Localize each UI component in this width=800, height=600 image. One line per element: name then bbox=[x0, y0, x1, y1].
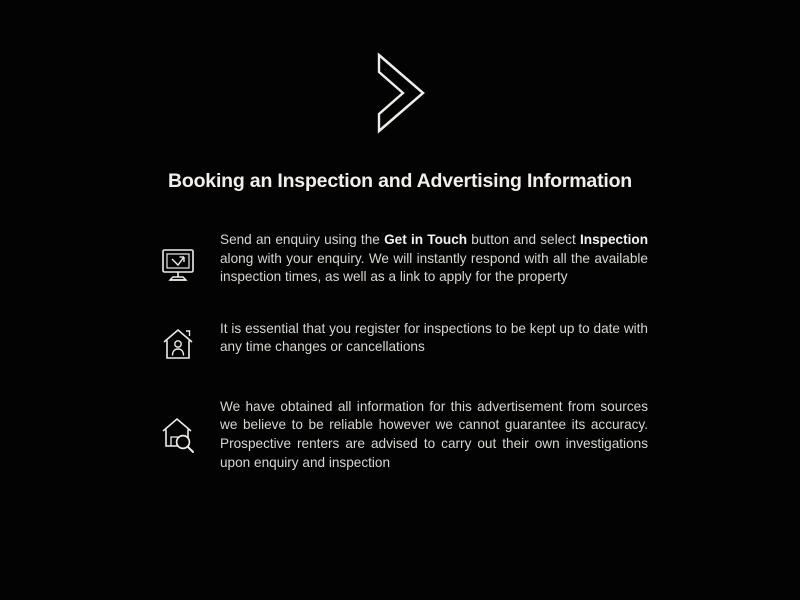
text-segment: Send an enquiry using the bbox=[220, 232, 385, 247]
text-segment: button and select bbox=[467, 232, 581, 247]
computer-inspection-icon bbox=[158, 228, 220, 286]
list-item bbox=[158, 395, 648, 472]
page-title: Booking an Inspection and Advertising Information bbox=[168, 170, 632, 192]
bold-get-in-touch: Get in Touch bbox=[384, 232, 468, 247]
list-item bbox=[158, 228, 648, 287]
house-person-icon bbox=[158, 317, 220, 365]
list-item-text: It is essential that you register for inspections to be kept up to date with any time changes or cancellations bbox=[220, 320, 648, 355]
logo-container bbox=[0, 52, 800, 134]
list-item-text: We have obtained all information for this advertisement from sources we believe to be reliable however we cannot guarantee its accuracy. Prospective renters are advised to carry out their own investigations upon enquiry and inspection bbox=[220, 398, 648, 470]
bold-inspection: Inspection bbox=[580, 232, 649, 247]
chevron-right-logo-icon bbox=[369, 52, 431, 134]
info-list bbox=[158, 228, 648, 472]
house-magnifier-icon bbox=[158, 395, 220, 455]
list-item bbox=[158, 317, 648, 365]
text-segment: along with your enquiry. We will instantly respond with all the available inspection times, as well as a link to apply for the property bbox=[220, 250, 648, 285]
list-item-text bbox=[220, 228, 648, 287]
